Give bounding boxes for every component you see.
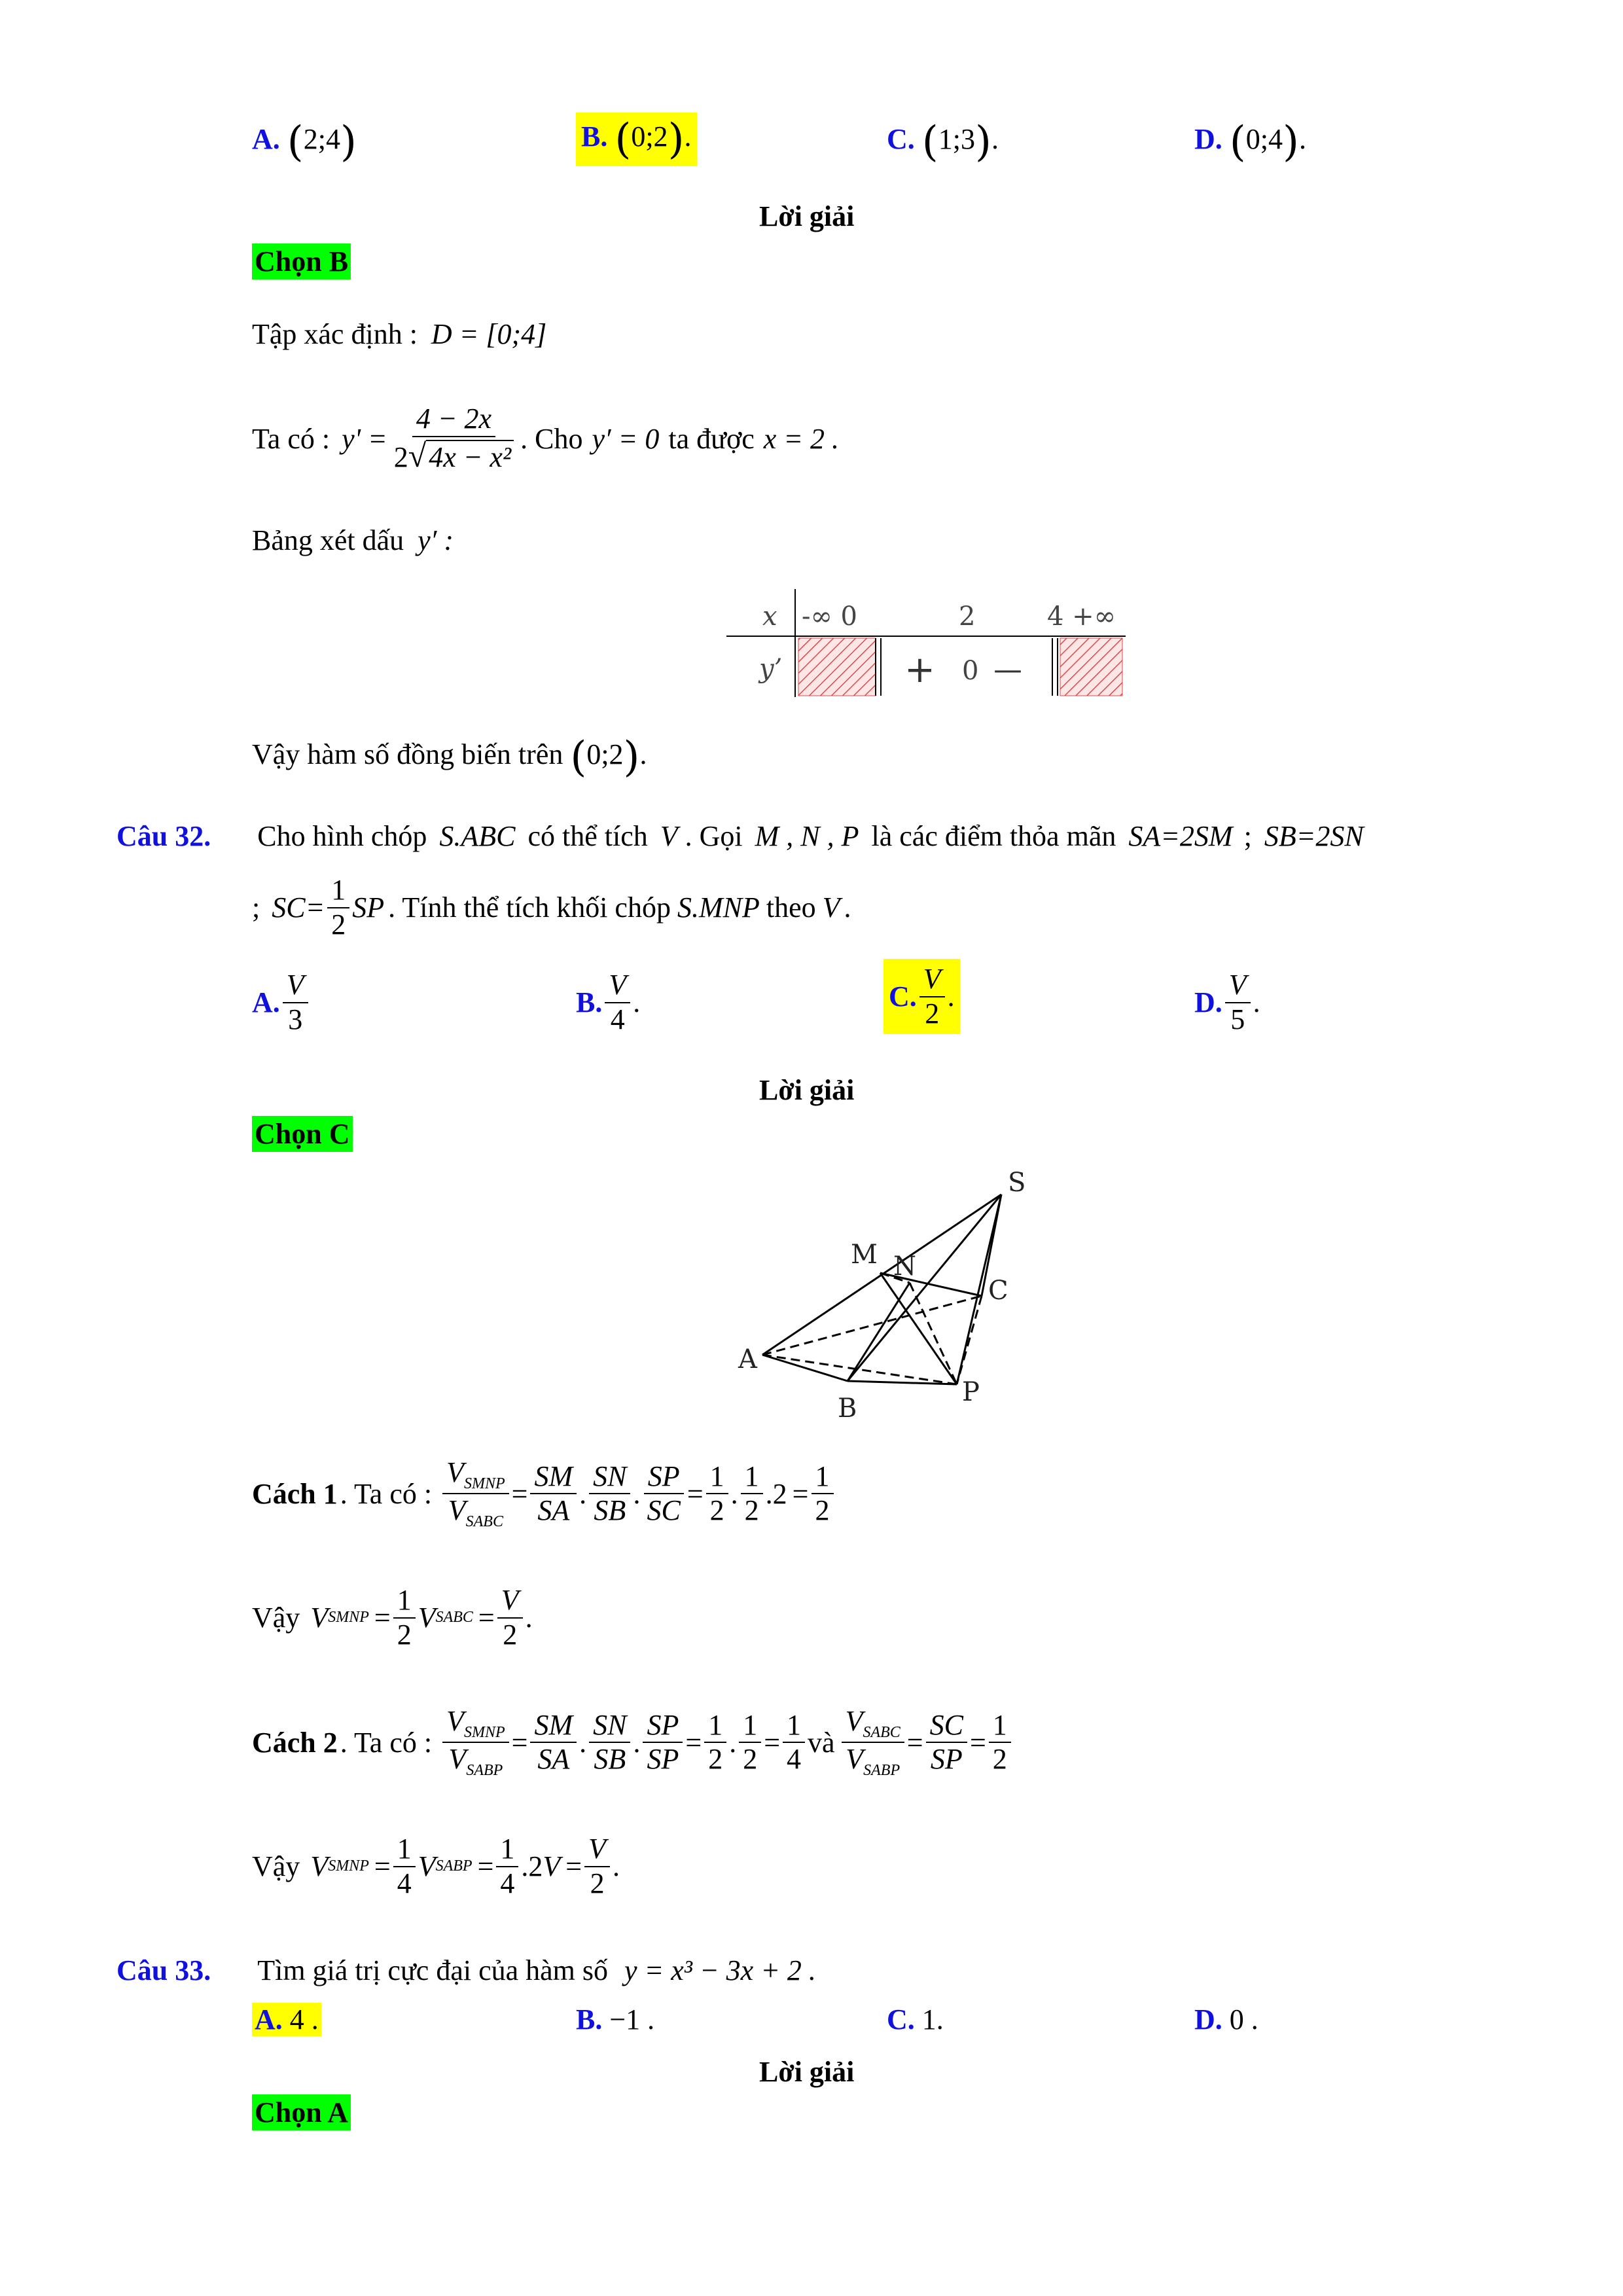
table-x: x — [762, 601, 777, 632]
q32-cach2-result: Vậy V SMNP = $\frac{1}{4}$ V SABP = $\frac{1}{4}$ .2 V = $\frac{V}{2}$ . — [252, 1833, 620, 1899]
table-v1: -∞ 0 — [802, 601, 857, 632]
q31-derivative: Ta có : y' = $\frac{4 - 2x}{\text{2√4x − x²}}$ . Cho y′ = 0 ta được x = 2 . — [252, 403, 839, 474]
q32-option-d: D. $\frac{V}{5}$ . — [1194, 969, 1260, 1035]
domain-value: D = [0;4] — [431, 318, 547, 350]
q31-option-c: C. (1;3). — [887, 118, 999, 166]
q32-cach1: Cách 1 . Ta có : $\frac{V_{SMNP}}{V_{SABC}}$ = $\frac{SM}{SA}$ . $\frac{SN}{SB}$ . $\frac{SP}{SC}$ = $\frac{1}{2}$ . $\frac{1}{2}$ .2 = $\frac{1}{2}$ — [252, 1456, 836, 1532]
table-zero: 0 — [962, 656, 979, 686]
fig-label-m: M — [851, 1240, 878, 1270]
table-y: y’ — [759, 654, 783, 684]
q32-chon: Chọn C — [252, 1116, 353, 1152]
q32-statement-line2: ; SC= $\frac{1}{2}$ SP . Tính thể tích khối chóp S.MNP theo V . — [252, 874, 851, 941]
option-label: C. — [887, 123, 915, 156]
fig-label-a: A — [738, 1344, 757, 1374]
option-value: 1;3 — [938, 123, 975, 156]
q33-option-b: B. −1 . — [576, 2003, 655, 2036]
q33-chon: Chọn A — [252, 2094, 351, 2130]
q33-option-a: A. 4 . — [252, 2003, 321, 2036]
q33-option-d: D. 0 . — [1194, 2003, 1258, 2036]
q32-option-c: C. $\frac{V}{2}$ . — [883, 959, 960, 1034]
q32-option-a: A. $\frac{V}{3}$ — [252, 969, 311, 1036]
q31-domain: Tập xác định : D = [0;4] — [252, 318, 547, 350]
q31-option-a: A. (2;4) — [252, 118, 357, 166]
table-minus: — — [993, 653, 1022, 687]
q31-conclusion: Vậy hàm số đồng biến trên (0;2). — [252, 733, 647, 781]
fig-label-b: B — [838, 1393, 857, 1424]
q32-cach1-result: Vậy V SMNP = $\frac{1}{2}$ V SABC = $\frac{V}{2}$ . — [252, 1584, 533, 1651]
option-value: 0;2 — [631, 120, 668, 153]
fig-label-s: S — [1008, 1168, 1026, 1198]
table-v3: 4 +∞ — [1047, 601, 1116, 632]
table-v2: 2 — [959, 601, 976, 632]
derivative-fraction: $\frac{4 - 2x}{\text{2√4x − x²}}$ — [390, 403, 518, 475]
q31-chon: Chọn B — [252, 243, 351, 279]
q31-loi-giai: Lời giải — [759, 200, 855, 232]
option-label: A. — [252, 123, 280, 156]
option-label: D. — [1194, 123, 1222, 156]
pyramid-figure — [733, 1165, 1034, 1427]
question-number: Câu 33. — [116, 1954, 211, 1986]
fig-label-p: P — [962, 1377, 980, 1407]
option-label: B. — [581, 120, 608, 153]
q32-option-b: B. $\frac{V}{4}$ . — [576, 969, 641, 1035]
option-value: 2;4 — [303, 123, 340, 156]
fig-label-c: C — [988, 1276, 1008, 1306]
q33-loi-giai: Lời giải — [759, 2056, 855, 2088]
option-value: 0;4 — [1245, 123, 1283, 156]
sign-table — [726, 589, 1126, 707]
q33-option-c: C. 1. — [887, 2003, 944, 2036]
q32-cach2: Cách 2 . Ta có : $\frac{V_{SMNP}}{V_{SABP}}$ = $\frac{SM}{SA}$ . $\frac{SN}{SB}$ . $\frac{SP}{SP}$ = $\frac{1}{2}$ . $\frac{1}{2}$ = $\frac{1}{4}$ và $\frac{V_{SABC}}{V_{SABP}}$ = $\frac{SC}{SP}$ = $\frac{1}{2}$ — [252, 1705, 1014, 1780]
q31-bang-label: Bảng xét dấu y′ : — [252, 524, 454, 556]
q31-option-d: D. (0;4). — [1194, 118, 1306, 166]
q33-statement: Câu 33. Tìm giá trị cực đại của hàm số y = x³ − 3x + 2 . — [116, 1954, 816, 1986]
q31-option-b: B. (0;2). — [576, 113, 697, 166]
question-number: Câu 32. — [116, 820, 211, 852]
fig-label-n: N — [893, 1251, 916, 1282]
q32-statement-line1: Câu 32. Cho hình chóp S.ABC có thể tích V . Gọi M , N , P là các điểm thỏa mãn SA=2SM ; SB=2SN — [116, 820, 1364, 852]
table-plus: + — [904, 649, 935, 691]
q32-loi-giai: Lời giải — [759, 1074, 855, 1106]
